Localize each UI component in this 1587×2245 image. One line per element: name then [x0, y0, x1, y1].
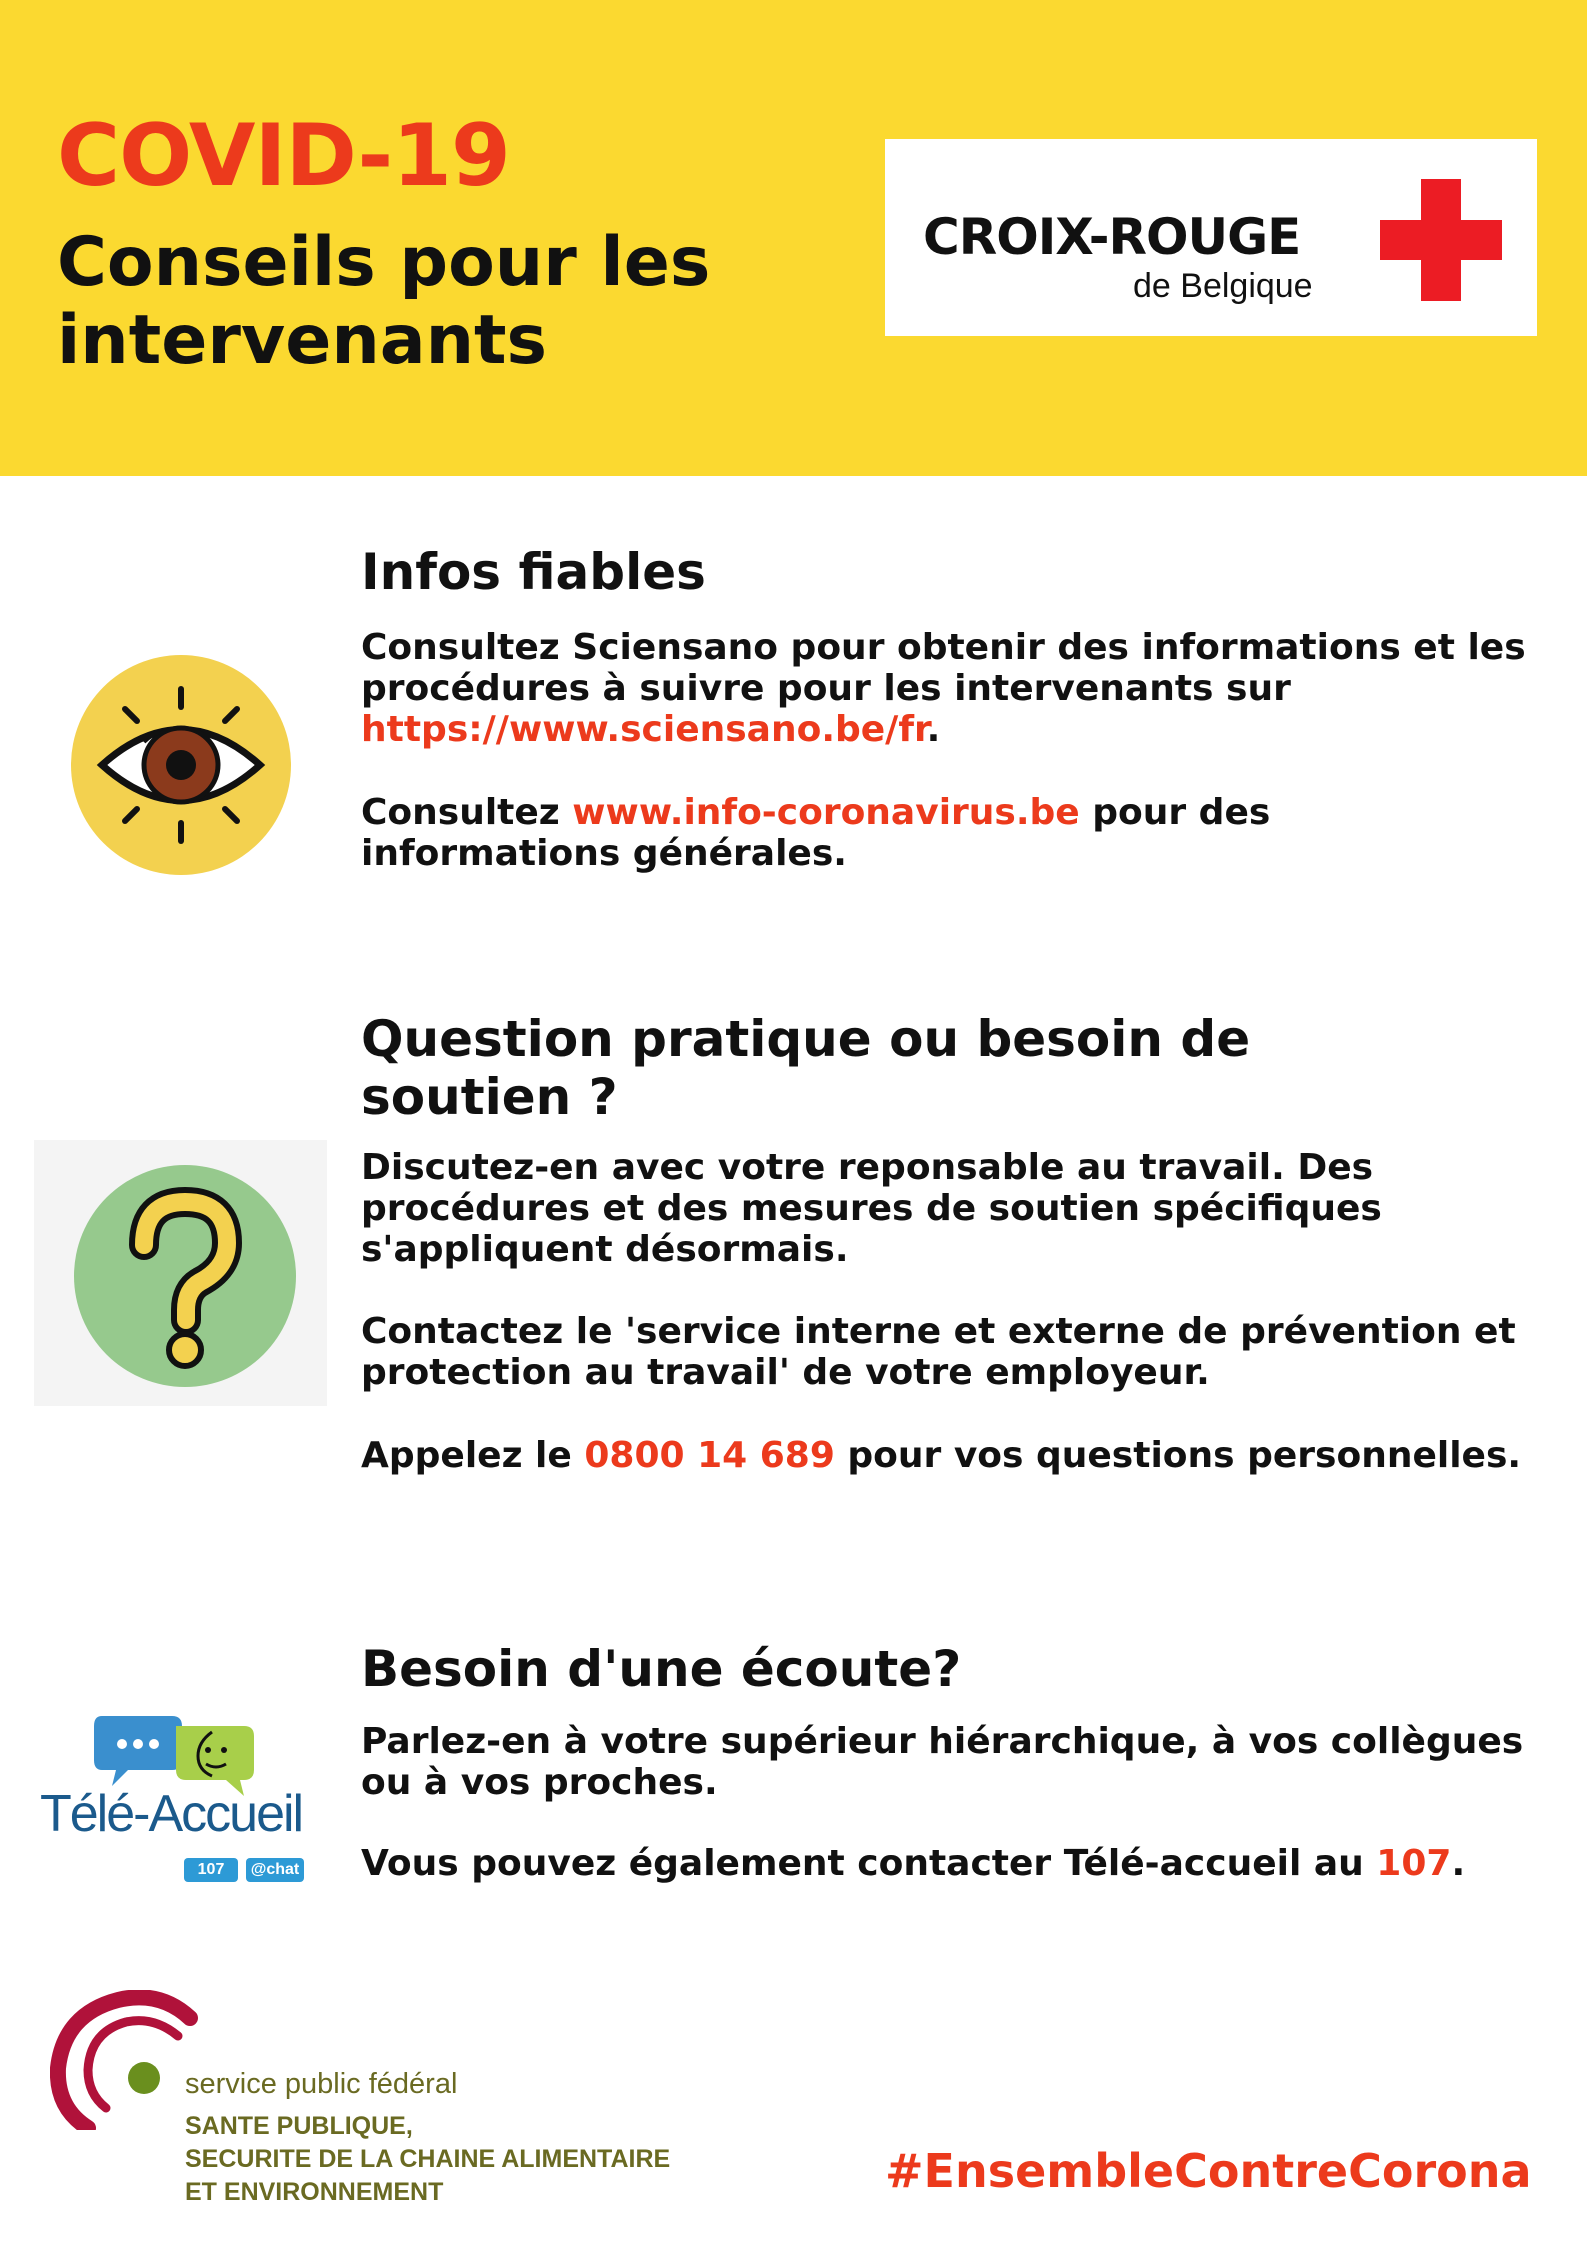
- section-title-ecoute: Besoin d'une écoute?: [361, 1640, 962, 1698]
- spf-name-line3: ET ENVIRONNEMENT: [185, 2178, 444, 2206]
- logo-name: CROIX-ROUGE: [923, 208, 1301, 266]
- tele-accueil-logo: [34, 1640, 330, 1940]
- header-banner: [0, 0, 1587, 476]
- sciensano-link[interactable]: https://www.sciensano.be/fr: [361, 709, 927, 750]
- info-coronavirus-link[interactable]: www.info-coronavirus.be: [572, 792, 1080, 833]
- red-cross-icon: [1380, 179, 1502, 301]
- tele-accueil-number[interactable]: 107: [1376, 1843, 1452, 1884]
- ecoute-paragraph-1: Parlez-en à votre supérieur hiérarchique, à vos collègues ou à vos proches.: [361, 1721, 1524, 1803]
- section-title-question: Question pratique ou besoin de soutien ?: [361, 1010, 1251, 1126]
- question-paragraph-2: Contactez le 'service interne et externe de prévention et protection au travail' de votre employeur.: [361, 1311, 1516, 1393]
- tele-accueil-chat-badge: @chat: [246, 1858, 304, 1882]
- infos-paragraph-2: Consultez www.info-coronavirus.be pour des informations générales.: [361, 792, 1271, 874]
- croix-rouge-logo: [885, 139, 1537, 336]
- page-title: COVID-19: [57, 106, 510, 206]
- question-mark-icon: [34, 1140, 327, 1406]
- question-paragraph-1: Discutez-en avec votre reponsable au travail. Des procédures et des mesures de soutien spécifiques s'appliquent désormais.: [361, 1147, 1382, 1270]
- tele-accueil-name: Télé-Accueil: [40, 1785, 303, 1843]
- spf-name-line2: SECURITE DE LA CHAINE ALIMENTAIRE: [185, 2145, 671, 2173]
- infos-paragraph-1: Consultez Sciensano pour obtenir des informations et les procédures à suivre pour les intervenants sur https://www.sciensano.be/fr.: [361, 627, 1526, 750]
- spf-label: service public fédéral: [185, 2068, 458, 2100]
- page-subtitle: Conseils pour les intervenants: [57, 223, 711, 380]
- spf-name-line1: SANTE PUBLIQUE,: [185, 2112, 413, 2140]
- logo-sub: de Belgique: [1133, 267, 1313, 305]
- support-phone-number[interactable]: 0800 14 689: [584, 1435, 835, 1476]
- section-title-infos: Infos fiables: [361, 543, 706, 601]
- hashtag: #EnsembleContreCorona: [885, 2144, 1532, 2198]
- question-paragraph-3: Appelez le 0800 14 689 pour vos questions personnelles.: [361, 1435, 1522, 1476]
- spf-logo-icon: [50, 1990, 200, 2130]
- ecoute-paragraph-2: Vous pouvez également contacter Télé-accueil au 107.: [361, 1843, 1466, 1884]
- tele-accueil-phone-badge: 107: [184, 1858, 238, 1882]
- eye-icon: [70, 654, 292, 876]
